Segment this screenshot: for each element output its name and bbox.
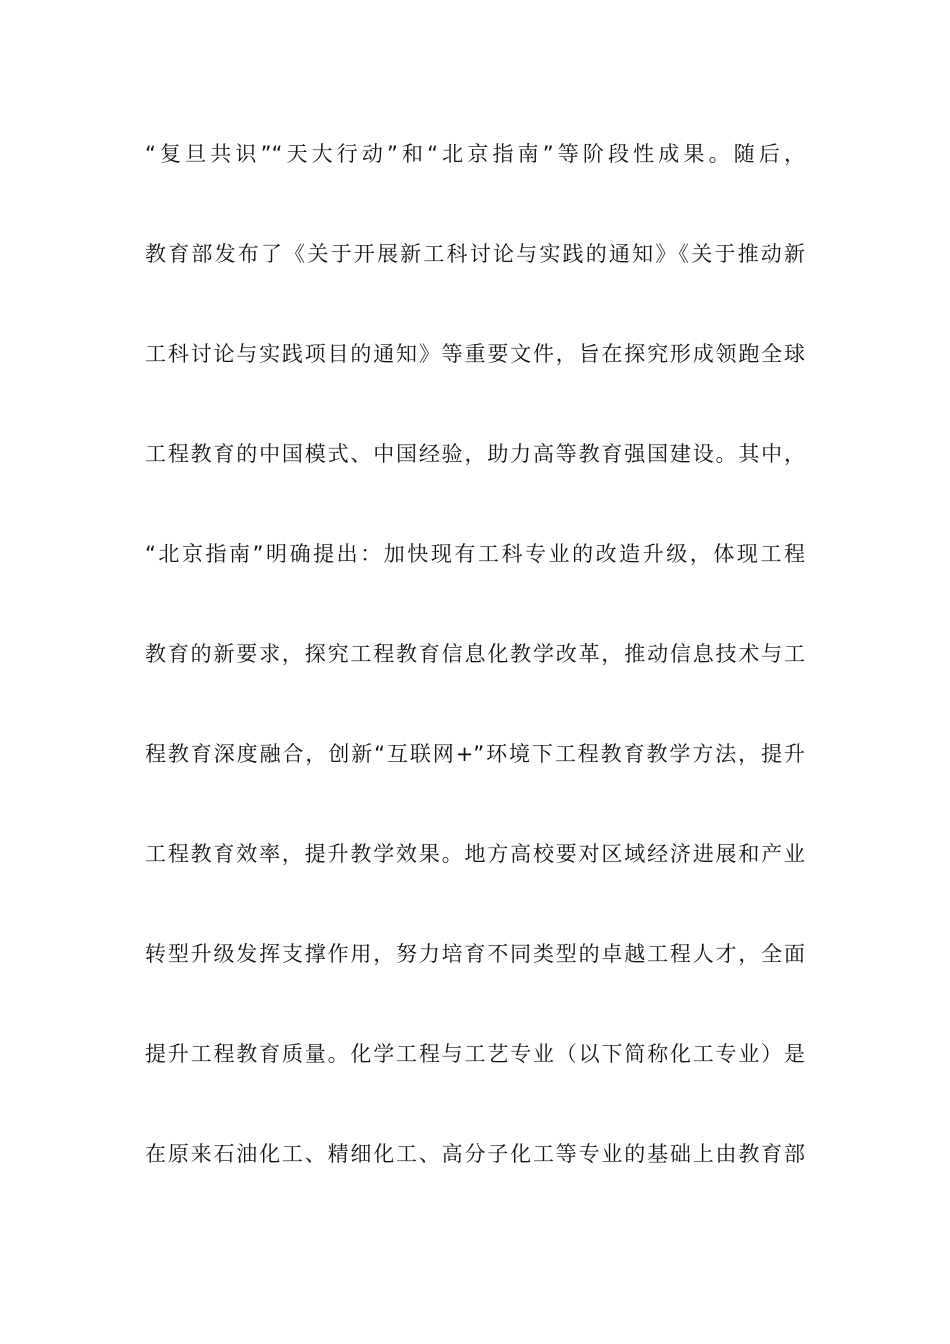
text-line: 工科讨论与实践项目的通知》等重要文件，旨在探究形成领跑全球 bbox=[145, 342, 805, 366]
body-paragraph bbox=[145, 130, 805, 1230]
text-line: 教育的新要求，探究工程教育信息化教学改革，推动信息技术与工 bbox=[145, 642, 805, 666]
text-line: “复旦共识”“天大行动”和“北京指南”等阶段性成果。随后， bbox=[145, 142, 805, 166]
text-line: 工程教育的中国模式、中国经验，助力高等教育强国建设。其中， bbox=[145, 442, 805, 466]
text-line: “北京指南”明确提出：加快现有工科专业的改造升级，体现工程 bbox=[145, 542, 805, 566]
text-line: 工程教育效率，提升教学效果。地方高校要对区域经济进展和产业 bbox=[145, 842, 805, 866]
text-line: 转型升级发挥支撑作用，努力培育不同类型的卓越工程人才，全面 bbox=[145, 942, 805, 966]
text-line: 在原来石油化工、精细化工、高分子化工等专业的基础上由教育部 bbox=[145, 1142, 805, 1166]
text-line: 程教育深度融合，创新“互联网+”环境下工程教育教学方法，提升 bbox=[145, 742, 805, 766]
text-line: 教育部发布了《关于开展新工科讨论与实践的通知》《关于推动新 bbox=[145, 242, 805, 266]
text-line: 提升工程教育质量。化学工程与工艺专业（以下简称化工专业）是 bbox=[145, 1042, 805, 1066]
